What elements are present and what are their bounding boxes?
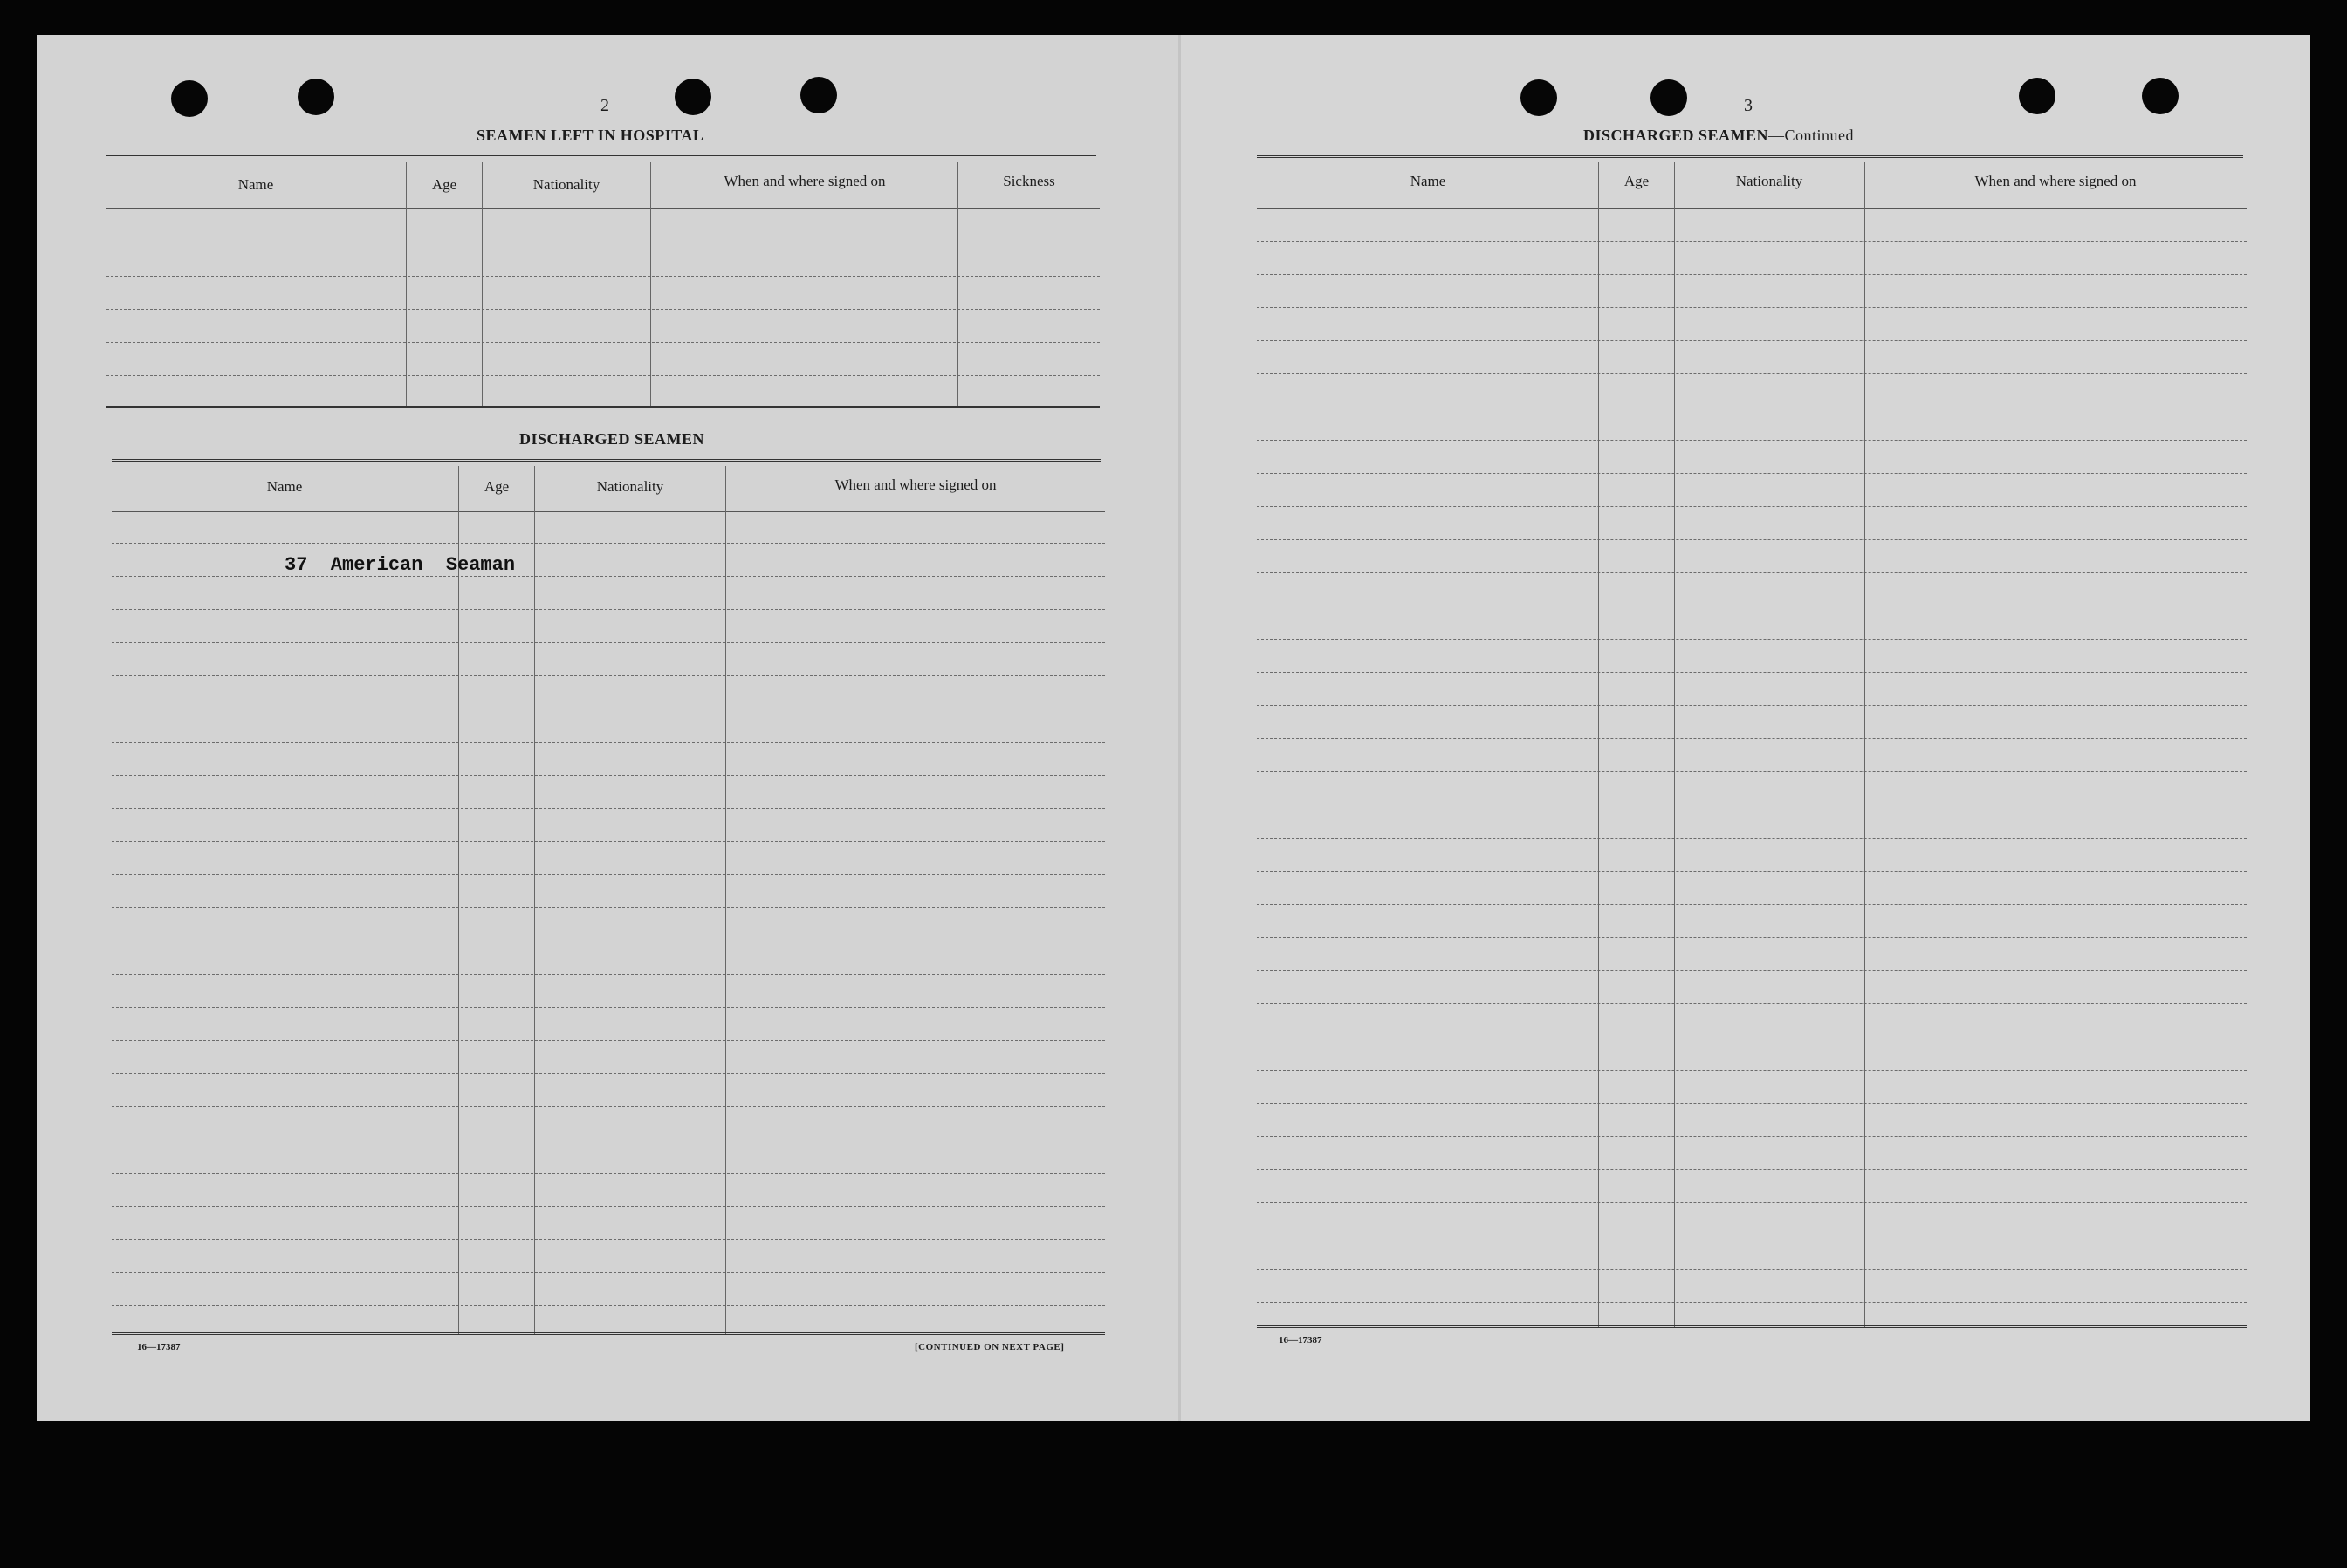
row-line	[112, 576, 1105, 577]
table-bottom-rule	[1257, 1325, 2247, 1328]
section-title-discharged-continued	[1583, 127, 1854, 145]
row-line	[1257, 440, 2247, 441]
header-rule	[106, 208, 1100, 209]
punch-hole	[800, 77, 837, 113]
row-line	[1257, 1003, 2247, 1004]
punch-hole	[171, 80, 208, 117]
section-title-suffix: —Continued	[1768, 127, 1855, 144]
column-header: When and where signed on	[834, 476, 997, 493]
row-line	[1257, 1136, 2247, 1137]
row-line	[1257, 871, 2247, 872]
row-line	[1257, 373, 2247, 374]
section-rule	[106, 154, 1096, 156]
row-line	[112, 974, 1105, 975]
row-line	[1257, 672, 2247, 673]
form-number: 16—17387	[137, 1342, 181, 1352]
column-divider	[406, 162, 407, 408]
table-bottom-rule	[112, 1332, 1105, 1335]
row-line	[112, 1305, 1105, 1306]
row-line	[112, 874, 1105, 875]
column-header: Nationality	[1735, 173, 1803, 189]
section-title-hospital: SEAMEN LEFT IN HOSPITAL	[477, 127, 704, 144]
row-line	[112, 609, 1105, 610]
punch-hole	[1520, 79, 1557, 116]
column-divider	[725, 466, 726, 1335]
punch-hole	[675, 79, 711, 115]
row-line	[1257, 1302, 2247, 1303]
row-line	[106, 375, 1100, 376]
column-divider	[957, 162, 958, 408]
row-line	[1257, 506, 2247, 507]
row-line	[1257, 705, 2247, 706]
row-line	[1257, 1269, 2247, 1270]
row-line	[1257, 241, 2247, 242]
row-line	[1257, 539, 2247, 540]
row-line	[112, 775, 1105, 776]
column-header: Name	[1410, 173, 1446, 189]
row-line	[112, 675, 1105, 676]
column-divider	[1674, 162, 1675, 1328]
row-line	[112, 1073, 1105, 1074]
row-line	[112, 742, 1105, 743]
discharged-table-right	[1257, 162, 2247, 1328]
column-divider	[1598, 162, 1599, 1328]
column-header: Sickness	[1003, 173, 1055, 189]
column-header: When and where signed on	[724, 173, 886, 189]
row-line	[112, 1007, 1105, 1008]
punch-hole	[2019, 78, 2055, 114]
row-line	[106, 342, 1100, 343]
row-line	[1257, 1202, 2247, 1203]
column-header: Nationality	[596, 478, 664, 495]
column-divider	[650, 162, 651, 408]
row-line	[1257, 274, 2247, 275]
row-line	[106, 309, 1100, 310]
row-line	[112, 543, 1105, 544]
row-line	[112, 1173, 1105, 1174]
column-divider	[458, 466, 459, 1335]
page-number: 2	[600, 96, 609, 115]
column-header: Age	[484, 478, 510, 495]
row-line	[1257, 904, 2247, 905]
section-title-discharged: DISCHARGED SEAMEN	[519, 430, 705, 448]
column-header: Name	[237, 176, 274, 193]
punch-hole	[2142, 78, 2179, 114]
section-rule	[112, 459, 1101, 462]
row-line	[1257, 1169, 2247, 1170]
column-header: Nationality	[532, 176, 600, 193]
row-line	[1257, 937, 2247, 938]
row-line	[1257, 738, 2247, 739]
form-number: 16—17387	[1279, 1335, 1322, 1345]
row-line	[112, 841, 1105, 842]
row-line	[1257, 1103, 2247, 1104]
punch-hole	[298, 79, 334, 115]
row-line	[1257, 1070, 2247, 1071]
column-divider	[1864, 162, 1865, 1328]
row-line	[112, 1106, 1105, 1107]
row-line	[112, 1272, 1105, 1273]
column-header: Age	[431, 176, 457, 193]
discharged-seaman-entry: 37 American Seaman	[285, 554, 516, 576]
page-fold	[1178, 35, 1181, 1421]
section-title-main: DISCHARGED SEAMEN	[1583, 127, 1769, 144]
row-line	[112, 1040, 1105, 1041]
discharged-table-left	[112, 466, 1105, 1335]
row-line	[112, 907, 1105, 908]
punch-hole	[1650, 79, 1687, 116]
column-header: Age	[1623, 173, 1650, 189]
header-rule	[112, 511, 1105, 512]
table-bottom-rule	[106, 406, 1100, 408]
section-rule	[1257, 155, 2243, 158]
row-line	[112, 1239, 1105, 1240]
row-line	[112, 808, 1105, 809]
column-divider	[534, 466, 535, 1335]
continued-note: [CONTINUED ON NEXT PAGE]	[915, 1342, 1065, 1352]
row-line	[1257, 838, 2247, 839]
row-line	[1257, 639, 2247, 640]
row-line	[106, 276, 1100, 277]
hospital-table	[106, 162, 1100, 408]
row-line	[1257, 473, 2247, 474]
row-line	[1257, 572, 2247, 573]
row-line	[1257, 307, 2247, 308]
row-line	[112, 1206, 1105, 1207]
row-line	[1257, 970, 2247, 971]
column-header: When and where signed on	[1974, 173, 2137, 189]
row-line	[1257, 771, 2247, 772]
column-header: Name	[266, 478, 303, 495]
page-number: 3	[1744, 96, 1753, 115]
row-line	[1257, 340, 2247, 341]
row-line	[112, 642, 1105, 643]
header-rule	[1257, 208, 2247, 209]
column-divider	[482, 162, 483, 408]
